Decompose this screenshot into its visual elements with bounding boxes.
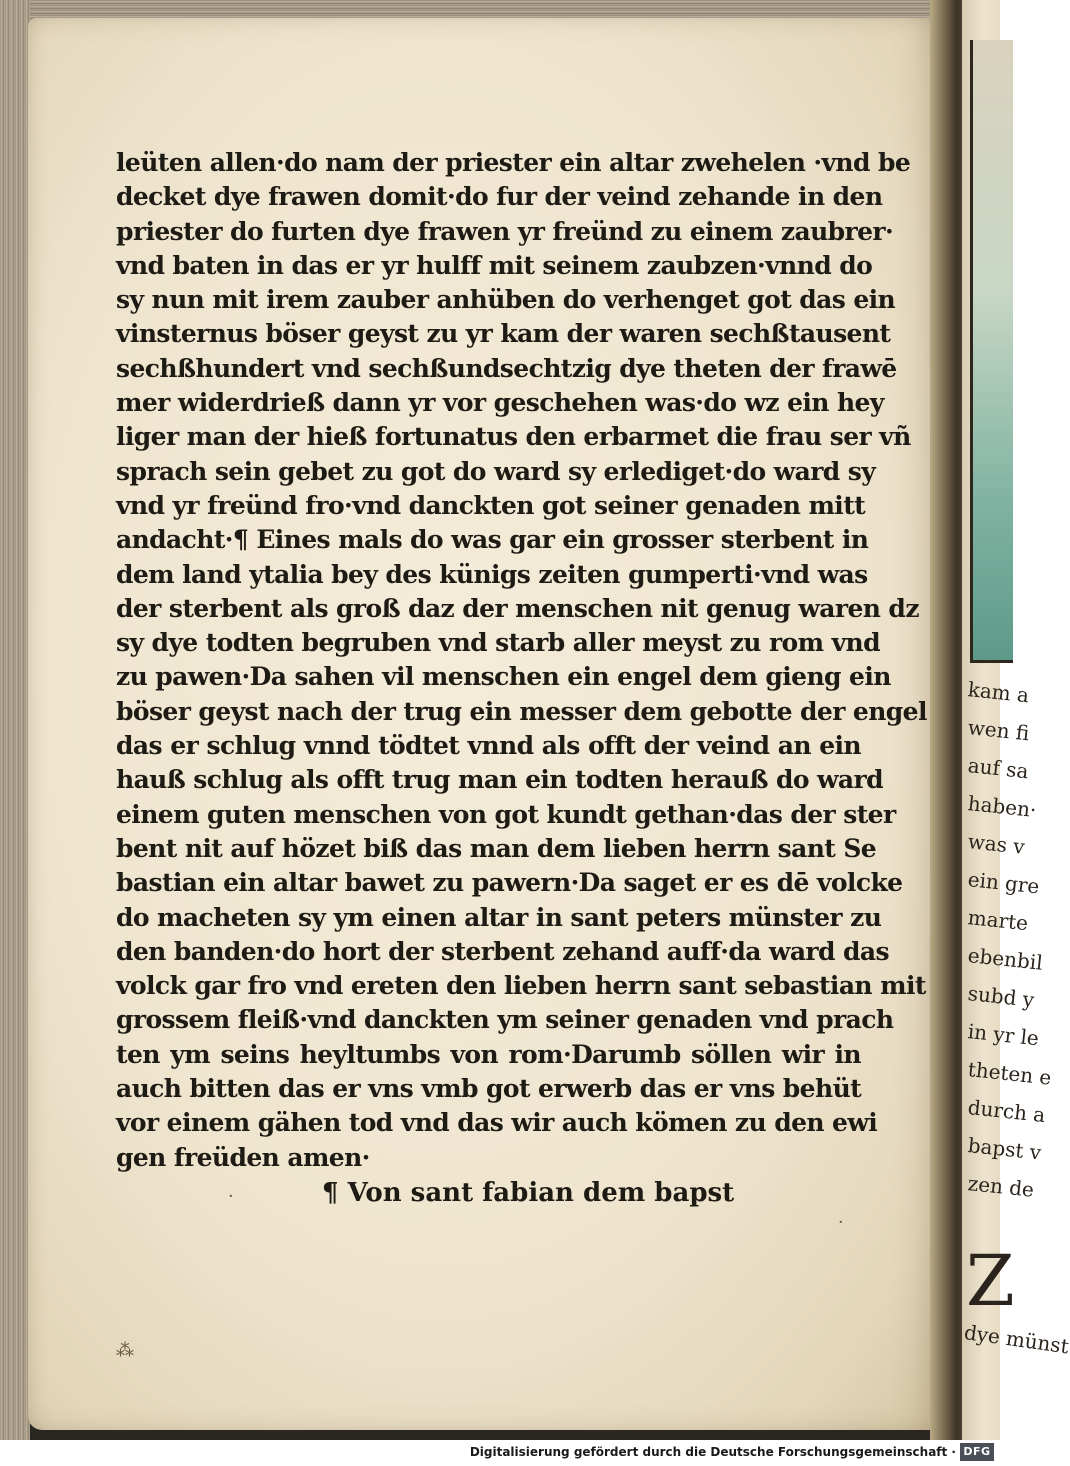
- text-line: böser geyst nach der trug ein messer dem gebotte der engel: [116, 696, 927, 726]
- facing-page-line: ebenbil: [966, 943, 1044, 975]
- facing-page-line: ein gre: [966, 867, 1041, 899]
- text-line: andacht·¶ Eines mals do was gar ein grosser sterbent in: [116, 525, 869, 555]
- facing-page-line: was v: [966, 829, 1026, 859]
- facing-page-text: [966, 670, 1053, 1202]
- footer-bar: [0, 1440, 1000, 1466]
- facing-page-line: haben·: [966, 791, 1038, 823]
- text-line: volck gar fro vnd ereten den lieben herrn sant sebastian mit: [116, 971, 926, 1001]
- text-line: vnd baten in das er yr hulff mit seinem zaubzen·vnnd do: [116, 250, 873, 280]
- text-line: grossem fleiß·vnd danckten ym seiner genaden vnd prach: [116, 1005, 894, 1035]
- main-text-block: [116, 146, 927, 1175]
- facing-page-bottom-text: dye münst: [962, 1320, 1070, 1359]
- text-line: den banden·do hort der sterbent zehand auff·da ward das: [116, 936, 889, 966]
- text-line: gen freüden amen·: [116, 1142, 370, 1172]
- facing-page: [962, 0, 1070, 1440]
- facing-page-line: subd y: [966, 981, 1036, 1012]
- text-line: decket dye frawen domit·do fur der veind zehande in den: [116, 182, 883, 212]
- text-line: vinsternus böser geyst zu yr kam der waren sechßtausent: [116, 319, 891, 349]
- facing-page-line: durch a: [966, 1095, 1047, 1128]
- ink-mark: ·: [838, 1212, 844, 1233]
- text-line: vor einem gähen tod vnd das wir auch kömen zu den ewi: [116, 1108, 878, 1138]
- facing-page-line: theten e: [966, 1057, 1053, 1090]
- text-line: das er schlug vnnd tödtet vnnd als offt der veind an ein: [116, 731, 861, 761]
- facing-page-line: marte: [966, 905, 1030, 936]
- text-line: leüten allen·do nam der priester ein altar zwehelen ·vnd be: [116, 148, 911, 177]
- text-line: dem land ytalia bey des künigs zeiten gumperti·vnd was: [116, 559, 868, 589]
- footer-credit: Digitalisierung gefördert durch die Deutsche Forschungsgemeinschaft ·: [469, 1445, 956, 1459]
- text-line: sy dye todten begruben vnd starb aller meyst zu rom vnd: [116, 628, 880, 658]
- page-edge-left: [0, 0, 30, 1440]
- text-line: bent nit auf hözet biß das man dem lieben herrn sant Se: [116, 833, 877, 863]
- facing-page-line: kam a: [966, 677, 1031, 708]
- section-heading: ¶ Von sant fabian dem bapst: [322, 1178, 735, 1208]
- text-line: der sterbent als groß daz der menschen nit genug waren dz: [116, 593, 919, 623]
- text-line: auch bitten das er vns vmb got erwerb das er vns behüt: [116, 1074, 862, 1104]
- text-line: mer widerdrieß dann yr vor geschehen was·do wz ein hey: [116, 388, 884, 418]
- text-line: ten ym seins heyltumbs von rom·Darumb söllen wir in: [116, 1039, 861, 1069]
- facing-page-line: in yr le: [966, 1019, 1040, 1051]
- text-line: hauß schlug als offt trug man ein todten herauß do ward: [116, 765, 883, 795]
- ink-mark: ⁂: [116, 1340, 134, 1361]
- facing-page-line: auf sa: [966, 753, 1030, 784]
- text-line: sprach sein gebet zu got do ward sy erlediget·do ward sy: [116, 456, 876, 486]
- text-line: einem guten menschen von got kundt gethan·das der ster: [116, 799, 896, 829]
- dfg-logo: DFG: [960, 1443, 994, 1461]
- text-line: liger man der hieß fortunatus den erbarmet die frau ser vñ: [116, 422, 911, 452]
- facing-page-line: bapst v: [966, 1133, 1043, 1165]
- text-line: bastian ein altar bawet zu pawern·Da saget er es dē volcke: [116, 868, 903, 898]
- text-line: do macheten sy ym einen altar in sant peters münster zu: [116, 902, 882, 932]
- facing-page-line: wen fi: [966, 715, 1031, 746]
- text-line: zu pawen·Da sahen vil menschen ein engel dem gieng ein: [116, 662, 891, 692]
- text-line: vnd yr freünd fro·vnd danckten got seiner genaden mitt: [116, 490, 866, 520]
- text-line: sechßhundert vnd sechßundsechtzig dye theten der frawē: [116, 353, 897, 383]
- text-line: sy nun mit irem zauber anhüben do verhenget got das ein: [116, 285, 896, 315]
- facing-page-illustration: [970, 40, 1013, 663]
- facing-page-line: zen de: [966, 1171, 1036, 1202]
- text-line: priester do furten dye frawen yr freünd zu einem zaubrer·: [116, 216, 894, 246]
- ink-mark: ·: [228, 1186, 234, 1207]
- facing-page-initial: Z: [966, 1240, 1015, 1322]
